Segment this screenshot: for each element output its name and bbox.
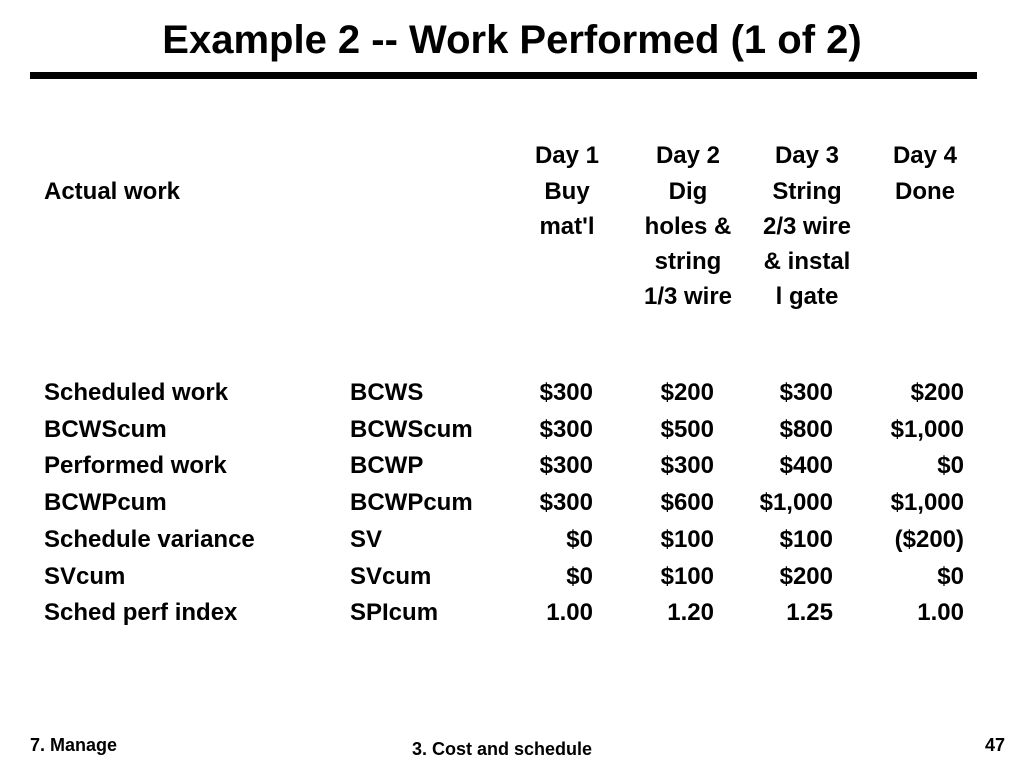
metric-value: ($200) [894,526,964,553]
metric-abbreviation: BCWP [350,452,424,479]
metric-value: $0 [566,563,593,590]
metric-abbreviation: SV [350,526,383,553]
metric-label: SVcum [44,563,126,590]
metric-value: $300 [539,489,593,516]
metric-label: Scheduled work [44,379,229,406]
metric-label: BCWScum [44,416,167,443]
metric-value: $1,000 [890,416,964,443]
metric-value: $300 [539,379,593,406]
metric-value: $300 [779,379,833,406]
metric-abbreviation: BCWPcum [350,489,473,516]
metric-value: $800 [779,416,833,443]
metric-value: 1.00 [917,599,964,626]
metric-value: $1,000 [890,489,964,516]
actual-work-text: String [772,178,842,205]
metric-value: $200 [910,379,964,406]
actual-work-text: l gate [775,283,839,310]
footer-topic: 3. Cost and schedule [412,739,593,759]
metric-value: $200 [660,379,714,406]
footer-section: 7. Manage [30,735,118,755]
metric-value: $300 [660,452,714,479]
actual-work-text: holes & [644,213,732,240]
metric-value: $200 [779,563,833,590]
actual-work-text: 1/3 wire [643,283,733,310]
metric-value: $400 [779,452,833,479]
actual-work-text: mat'l [539,213,595,240]
metric-value: $0 [566,526,593,553]
metric-value: 1.25 [786,599,833,626]
metric-value: $300 [539,416,593,443]
actual-work-text: Dig [668,178,708,205]
actual-work-text: 2/3 wire [762,213,852,240]
actual-work-text: Done [895,178,955,205]
metric-value: $100 [660,526,714,553]
metric-label: Sched perf index [44,599,238,626]
actual-work-label: Actual work [44,178,181,205]
metric-label: Schedule variance [44,526,255,553]
day-header: Day 2 [655,142,721,169]
metric-value: 1.00 [546,599,593,626]
metric-abbreviation: BCWS [350,379,424,406]
slide-title: Example 2 -- Work Performed (1 of 2) [162,18,862,62]
actual-work-text: & instal [763,248,851,275]
day-header: Day 3 [774,142,840,169]
day-header: Day 4 [892,142,958,169]
metric-value: $0 [937,452,964,479]
metric-value: $300 [539,452,593,479]
actual-work-text: Buy [544,178,590,205]
metric-value: $100 [660,563,714,590]
metric-label: Performed work [44,452,227,479]
metric-abbreviation: SVcum [350,563,432,590]
metric-value: $600 [660,489,714,516]
metric-value: 1.20 [667,599,714,626]
page-number: 47 [984,735,1005,755]
metric-abbreviation: SPIcum [350,599,439,626]
actual-work-text: string [654,248,722,275]
metric-label: BCWPcum [44,489,167,516]
title-underline [30,72,977,79]
metric-value: $100 [779,526,833,553]
metric-value: $500 [660,416,714,443]
metric-value: $0 [937,563,964,590]
day-header: Day 1 [534,142,600,169]
metric-value: $1,000 [759,489,833,516]
metric-abbreviation: BCWScum [350,416,473,443]
